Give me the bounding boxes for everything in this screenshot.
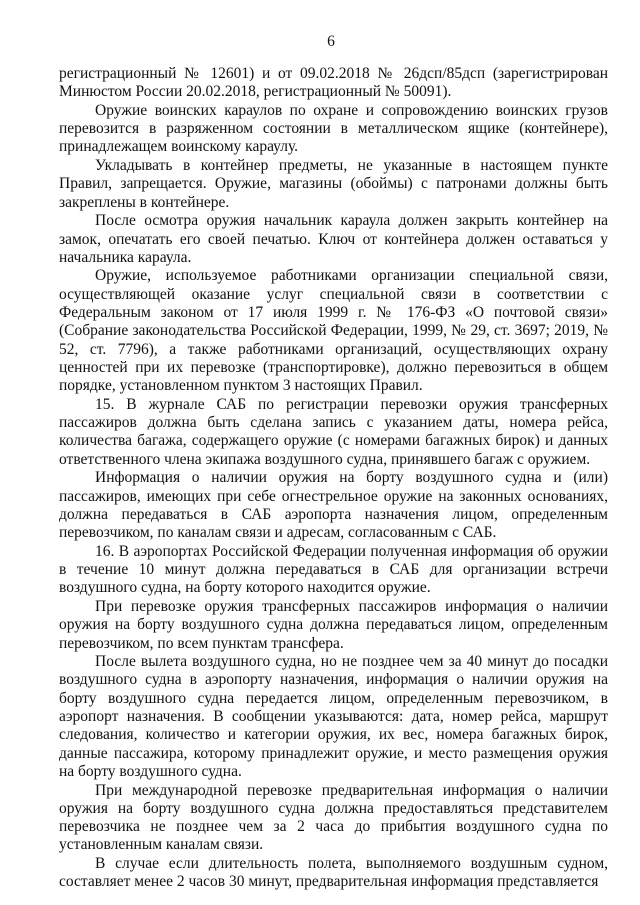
paragraph-special-communication: Оружие, используемое работниками организации специальной связи, осуществляющей оказание услуг специальной связи в соответствии с Федеральным законом от 17 июля 1999 г. № 176-ФЗ «О почтовой связи» (Собрание законодательства Российской Федерации, 1999, № 29, ст. 3697; 2019, № 52, ст. 7796), а также работниками организаций, осуществляющих охрану ценностей при их перевозке (транспортировке), должно перевозиться в общем порядке, установленном пунктом 3 настоящих Правил. (59, 267, 608, 395)
page-number: 6 (327, 33, 335, 50)
paragraph-guard-weapons: Оружие воинских караулов по охране и сопровождению воинских грузов перевозится в разряженном состоянии в металлическом ящике (контейнере), принадлежащем воинскому караулу. (59, 101, 608, 156)
document-body (59, 65, 608, 892)
paragraph-after-departure: После вылета воздушного судна, но не позднее чем за 40 минут до посадки воздушного судна в аэропорту назначения, информация о наличии оружия на борту воздушного судна передается лицом, определенным перевозчиком, в аэропорт назначения. В сообщении указываются: дата, номер рейса, маршрут следования, количество и категории оружия, их вес, номера багажных бирок, данные пассажира, которому принадлежит оружие, и место размещения оружия на борту воздушного судна. (59, 653, 608, 780)
paragraph-container-lock: После осмотра оружия начальник караула должен закрыть контейнер на замок, опечатать его своей печатью. Ключ от контейнера должен оставаться у начальника караула. (59, 212, 608, 266)
paragraph-short-flight: В случае если длительность полета, выполняемого воздушным судном, составляет менее 2 часов 30 минут, предварительная информация представляется (59, 855, 608, 891)
paragraph-clause-16: 16. В аэропортах Российской Федерации полученная информация об оружии в течение 10 минут должна передаваться в САБ для организации встречи воздушного судна, на борту которого находится оружие. (59, 542, 608, 597)
paragraph-container-items: Укладывать в контейнер предметы, не указанные в настоящем пункте Правил, запрещается. Оружие, магазины (обоймы) с патронами должны быть закреплены в контейнере. (59, 157, 608, 211)
paragraph-continuation: регистрационный № 12601) и от 09.02.2018 № 26дсп/85дсп (зарегистрирован Минюстом России 20.02.2018, регистрационный № 50091). (59, 65, 608, 101)
paragraph-international: При международной перевозке предварительная информация о наличии оружия на борту воздушного судна должна предоставляться представителем перевозчика не позднее чем за 2 часа до прибытия воздушного судна по установленным каналам связи. (59, 781, 608, 854)
paragraph-weapon-info: Информация о наличии оружия на борту воздушного судна и (или) пассажиров, имеющих при себе огнестрельное оружие на законных основаниях, должна передаваться в САБ аэропорта назначения лицом, определенным перевозчиком, по каналам связи и адресам, согласованным с САБ. (59, 469, 608, 542)
paragraph-transfer-passengers: При перевозке оружия трансферных пассажиров информация о наличии оружия на борту воздушного судна должна передаваться лицом, определенным перевозчиком, по всем пунктам трансфера. (59, 597, 608, 652)
paragraph-clause-15: 15. В журнале САБ по регистрации перевозки оружия трансферных пассажиров должна быть сделана запись с указанием даты, номера рейса, количества багажа, содержащего оружие (с номерами багажных бирок) и данных ответственного члена экипажа воздушного судна, принявшего багаж с оружием. (59, 395, 608, 468)
